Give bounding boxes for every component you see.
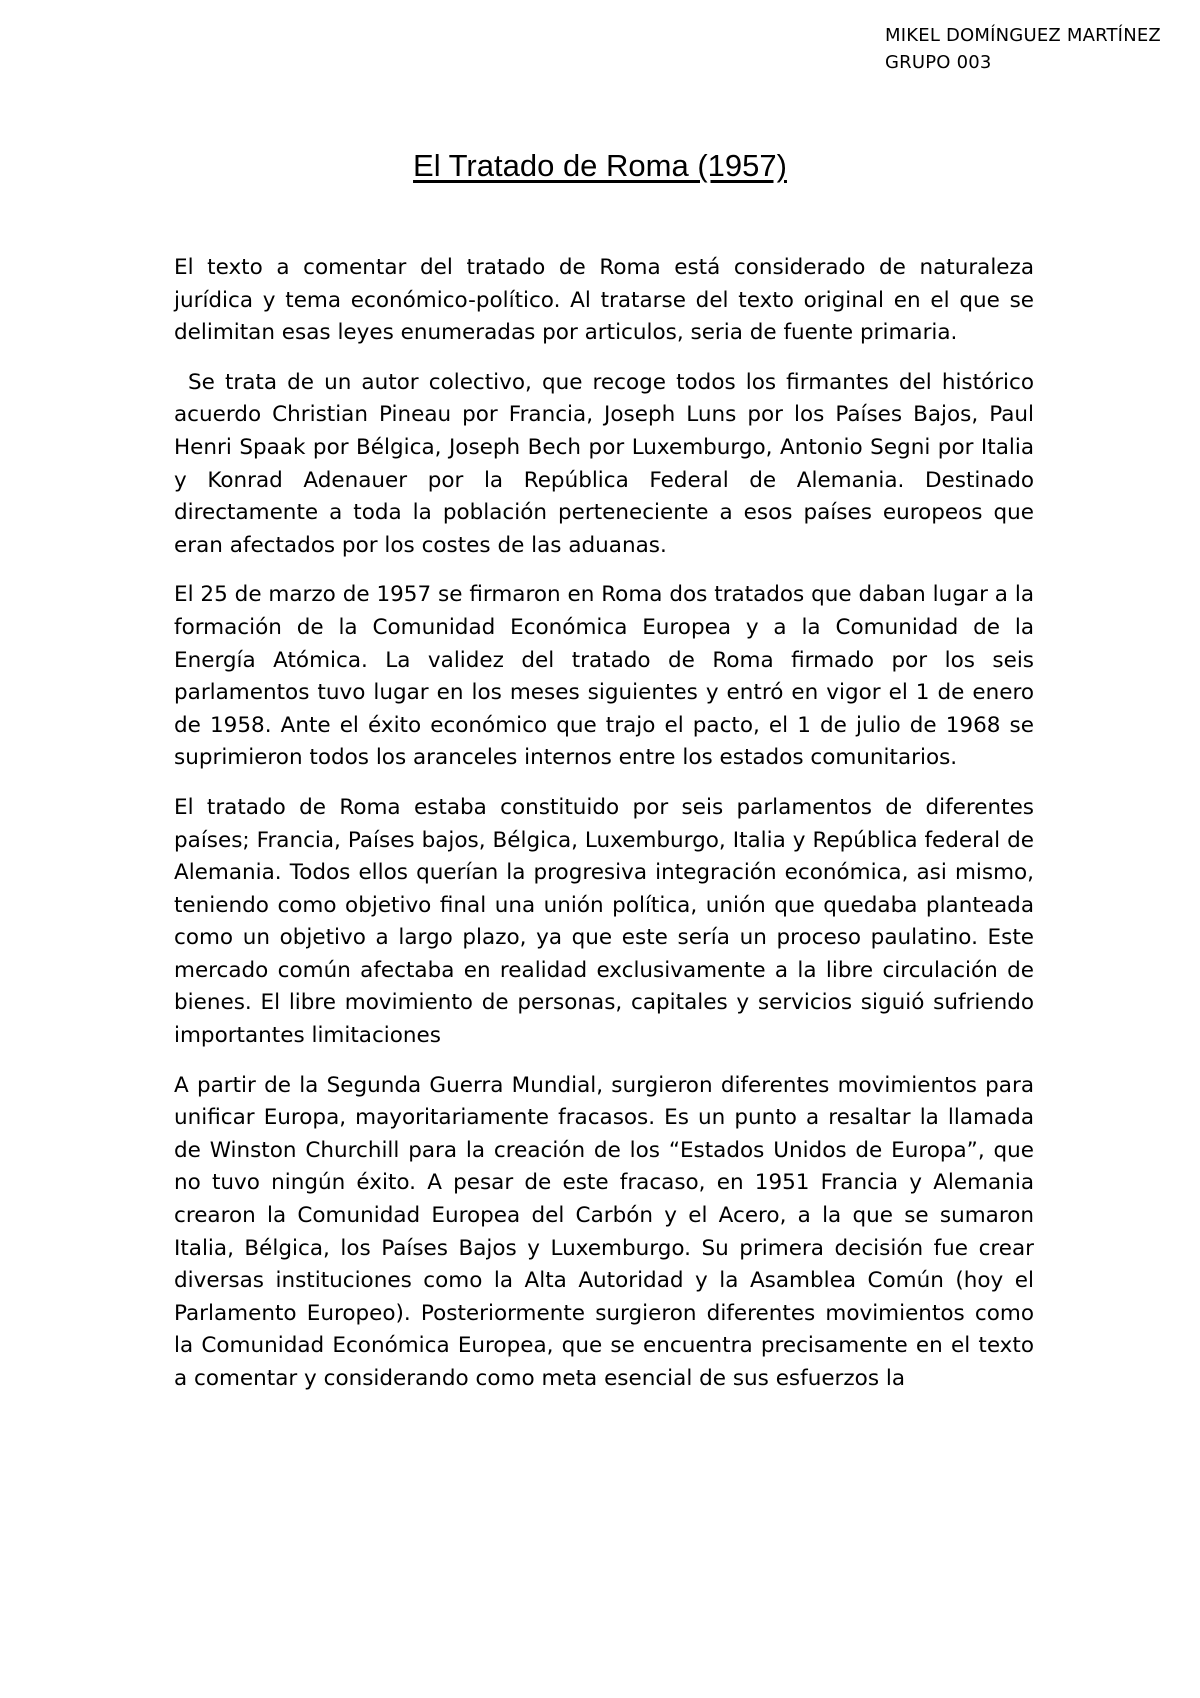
paragraph-2: Se trata de un autor colectivo, que recoge todos los firmantes del histórico acuerdo Christian Pineau por Francia, Joseph Luns por los Países Bajos, Paul Henri Spaak por Bélgica, Joseph Bech por Luxemburgo, Antonio Segni por Italia y Konrad Adenauer por la República Federal de Alemania. Destinado directamente a toda la población perteneciente a esos países europeos que eran afectados por los costes de las aduanas. [174, 369, 1034, 558]
document-body [174, 252, 1034, 1413]
author-name: MIKEL DOMÍNGUEZ MARTÍNEZ [885, 25, 1161, 46]
author-header [885, 22, 1161, 76]
document-title: El Tratado de Roma (1957) [413, 148, 787, 183]
paragraph-5: A partir de la Segunda Guerra Mundial, surgieron diferentes movimientos para unificar Europa, mayoritariamente fracasos. Es un punto a resaltar la llamada de Winston Churchill para la creación de los “Estados Unidos de Europa”, que no tuvo ningún éxito. A pesar de este fracaso, en 1951 Francia y Alemania crearon la Comunidad Europea del Carbón y el Acero, a la que se sumaron Italia, Bélgica, los Países Bajos y Luxemburgo. Su primera decisión fue crear diversas instituciones como la Alta Autoridad y la Asamblea Común (hoy el Parlamento Europeo). Posteriormente surgieron diferentes movimientos como la Comunidad Económica Europea, que se encuentra precisamente en el texto a comentar y considerando como meta esencial de sus esfuerzos la [174, 1072, 1034, 1391]
paragraph-1: El texto a comentar del tratado de Roma está considerado de naturaleza jurídica y tema económico-político. Al tratarse del texto original en el que se delimitan esas leyes enumeradas por articulos, seria de fuente primaria. [174, 255, 1034, 346]
paragraph-3: El 25 de marzo de 1957 se firmaron en Roma dos tratados que daban lugar a la formación de la Comunidad Económica Europea y a la Comunidad de la Energía Atómica. La validez del tratado de Roma firmado por los seis parlamentos tuvo lugar en los meses siguientes y entró en vigor el 1 de enero de 1958. Ante el éxito económico que trajo el pacto, el 1 de julio de 1968 se suprimieron todos los aranceles internos entre los estados comunitarios. [174, 582, 1034, 771]
paragraph-4: El tratado de Roma estaba constituido por seis parlamentos de diferentes países; Francia, Países bajos, Bélgica, Luxemburgo, Italia y República federal de Alemania. Todos ellos querían la progresiva integración económica, asi mismo, teniendo como objetivo final una unión política, unión que quedaba planteada como un objetivo a largo plazo, ya que este sería un proceso paulatino. Este mercado común afectaba en realidad exclusivamente a la libre circulación de bienes. El libre movimiento de personas, capitales y servicios siguió sufriendo importantes limitaciones [174, 794, 1034, 1049]
group-label: GRUPO 003 [885, 52, 992, 73]
